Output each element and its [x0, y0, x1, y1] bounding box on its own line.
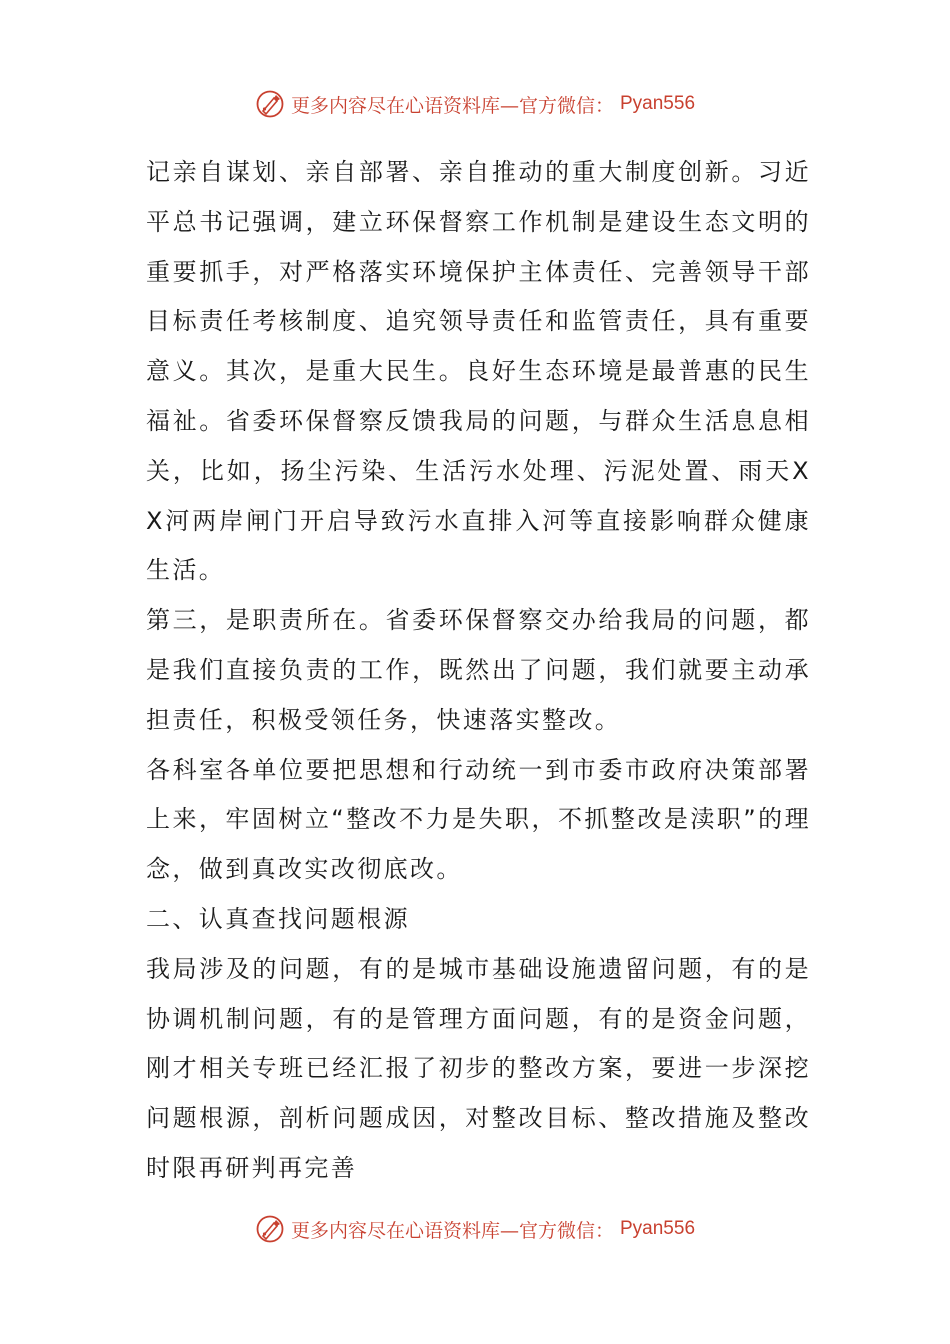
banner-text: 更多内容尽在心语资料库—官方微信： [290, 94, 614, 117]
document-body [146, 148, 811, 1194]
paragraph: 各科室各单位要把思想和行动统一到市委市政府决策部署上来，牢固树立“整改不力是失职，不抓整改是渎职”的理念，做到真改实改彻底改。 [146, 755, 811, 884]
pen-nib-icon [255, 89, 285, 119]
paragraph: 第三，是职责所在。省委环保督察交办给我局的问题，都是我们直接负责的工作，既然出了问题，我们就要主动承担责任，积极受领任务，快速落实整改。 [146, 606, 811, 734]
footer-banner [0, 1209, 950, 1249]
header-banner [0, 84, 950, 124]
paragraph: 记亲自谋划、亲自部署、亲自推动的重大制度创新。习近平总书记强调，建立环保督察工作机制是建设生态文明的重要抓手，对严格落实环境保护主体责任、完善领导干部目标责任考核制度、追究领导责任和监管责任，具有重要意义。其次，是重大民生。良好生态环境是最普惠的民生福祉。省委环保督察反馈我局的问题，与群众生活息息相关，比如，扬尘污染、生活污水处理、污泥处置、雨天XX河两岸闸门开启导致污水直排入河等直接影响群众健康生活。 [146, 158, 811, 585]
banner-handle: Pyan556 [620, 1218, 696, 1239]
paragraph: 我局涉及的问题，有的是城市基础设施遗留问题，有的是协调机制问题，有的是管理方面问题，有的是资金问题，刚才相关专班已经汇报了初步的整改方案，要进一步深挖问题根源，剖析问题成因，对整改目标、整改措施及整改时限再研判再完善 [146, 954, 811, 1182]
banner-handle: Pyan556 [620, 93, 696, 114]
pen-nib-icon [255, 1214, 285, 1244]
banner-text: 更多内容尽在心语资料库—官方微信： [290, 1219, 614, 1242]
section-heading: 二、认真查找问题根源 [146, 904, 410, 933]
